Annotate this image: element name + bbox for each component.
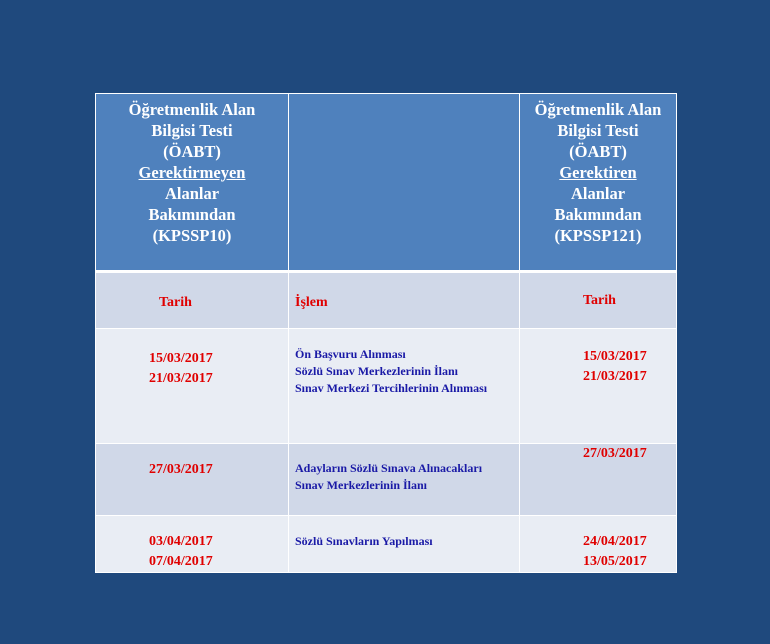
header-left-line: Öğretmenlik Alan bbox=[128, 100, 256, 119]
date-value: 27/03/2017 bbox=[149, 462, 213, 477]
schedule-table bbox=[95, 93, 677, 573]
header-row bbox=[96, 94, 677, 272]
header-right-cell bbox=[520, 94, 677, 272]
header-left-keyword: Gerektirmeyen bbox=[138, 163, 246, 182]
date-value: 21/03/2017 bbox=[583, 369, 647, 384]
header-left-line: (KPSSP10) bbox=[152, 226, 232, 245]
left-dates-cell bbox=[96, 329, 289, 444]
operations-cell bbox=[289, 329, 520, 444]
operations bbox=[289, 329, 519, 397]
right-dates bbox=[520, 444, 676, 464]
header-middle-text bbox=[289, 94, 519, 99]
right-dates bbox=[520, 516, 676, 572]
header-right-line: (ÖABT) bbox=[569, 142, 627, 161]
date-value: 13/05/2017 bbox=[583, 554, 647, 569]
right-dates bbox=[520, 329, 676, 387]
date-value: 03/04/2017 bbox=[149, 534, 213, 549]
table-row bbox=[96, 329, 677, 444]
header-left-text bbox=[96, 94, 288, 246]
left-dates bbox=[96, 444, 288, 480]
header-left-cell bbox=[96, 94, 289, 272]
operation-text: Sınav Merkezi Tercihlerinin Alınması bbox=[295, 381, 488, 395]
header-middle-cell bbox=[289, 94, 520, 272]
header-right-line: Bakımından bbox=[554, 205, 642, 224]
date-value: 21/03/2017 bbox=[149, 371, 213, 386]
right-dates-cell bbox=[520, 444, 677, 516]
table-row bbox=[96, 444, 677, 516]
header-left-line: Alanlar bbox=[164, 184, 220, 203]
date-value: 27/03/2017 bbox=[583, 446, 647, 461]
header-right-line: Bilgisi Testi bbox=[557, 121, 639, 140]
header-right-line: Öğretmenlik Alan bbox=[534, 100, 662, 119]
operation-text: Adayların Sözlü Sınava Alınacakları bbox=[295, 461, 483, 475]
operations-cell bbox=[289, 516, 520, 573]
left-dates-cell bbox=[96, 516, 289, 573]
operation-text: Ön Başvuru Alınması bbox=[295, 347, 406, 361]
date-value: 15/03/2017 bbox=[149, 351, 213, 366]
left-dates-cell bbox=[96, 444, 289, 516]
operations bbox=[289, 444, 519, 494]
left-dates bbox=[96, 516, 288, 572]
label-left-cell bbox=[96, 272, 289, 329]
date-value: 07/04/2017 bbox=[149, 554, 213, 569]
left-date-label: Tarih bbox=[159, 295, 192, 310]
header-left-line: Bakımından bbox=[148, 205, 236, 224]
operation-text: Sınav Merkezlerinin İlanı bbox=[295, 478, 427, 492]
header-left-line: Bilgisi Testi bbox=[151, 121, 233, 140]
date-value: 24/04/2017 bbox=[583, 534, 647, 549]
header-right-keyword: Gerektiren bbox=[559, 163, 637, 182]
left-dates bbox=[96, 329, 288, 389]
header-left-line: (ÖABT) bbox=[163, 142, 221, 161]
label-row bbox=[96, 272, 677, 329]
label-middle-cell bbox=[289, 272, 520, 329]
table-row bbox=[96, 516, 677, 573]
operations-cell bbox=[289, 444, 520, 516]
right-dates-cell bbox=[520, 329, 677, 444]
operation-label: İşlem bbox=[295, 295, 328, 310]
right-date-label: Tarih bbox=[583, 293, 616, 308]
right-dates-cell bbox=[520, 516, 677, 573]
header-right-line: (KPSSP121) bbox=[554, 226, 642, 245]
label-right-cell bbox=[520, 272, 677, 329]
header-right-text bbox=[520, 94, 676, 246]
operations bbox=[289, 516, 519, 550]
operation-text: Sözlü Sınav Merkezlerinin İlanı bbox=[295, 364, 459, 378]
operation-text: Sözlü Sınavların Yapılması bbox=[295, 534, 433, 548]
header-right-line: Alanlar bbox=[570, 184, 626, 203]
date-value: 15/03/2017 bbox=[583, 349, 647, 364]
